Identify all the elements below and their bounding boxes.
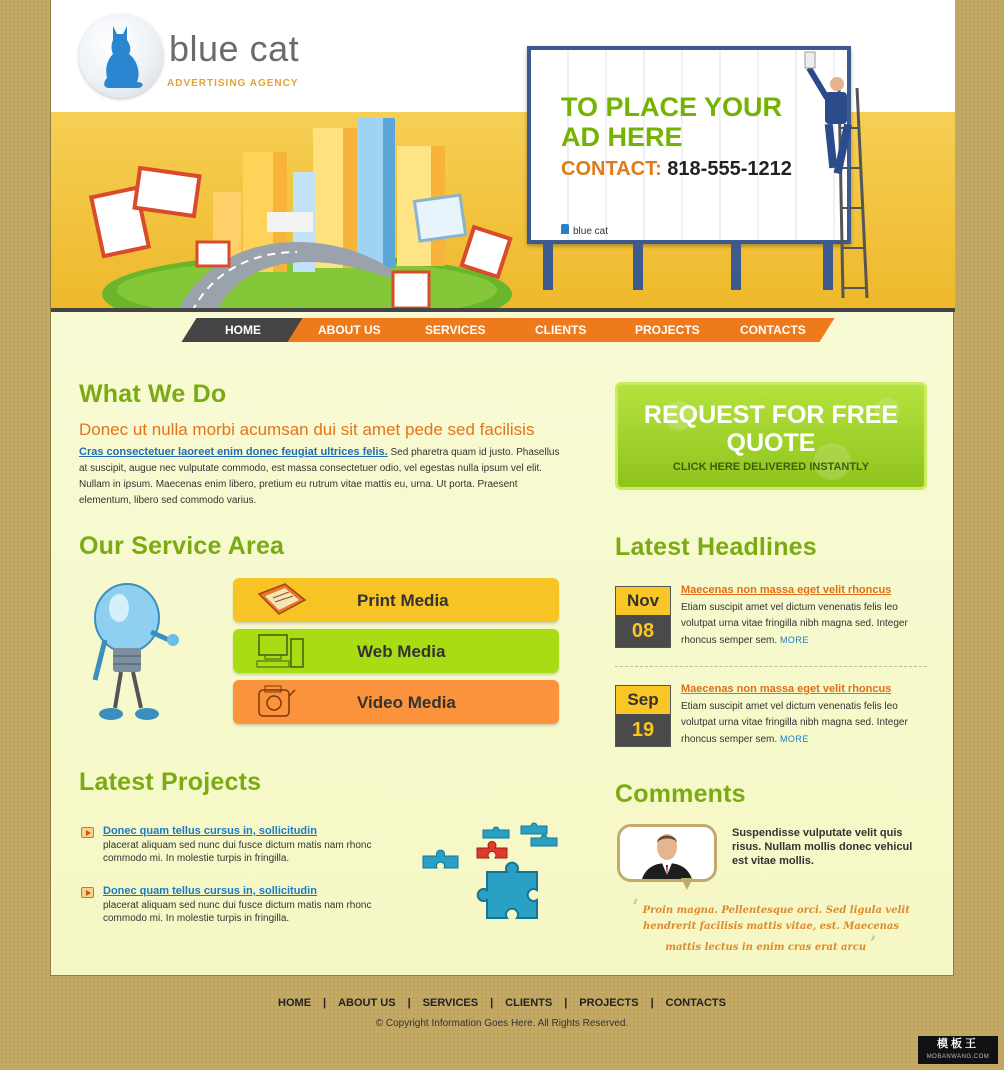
what-we-do-title: What We Do — [79, 380, 227, 408]
quote-subtitle: CLICK HERE DELIVERED INSTANTLY — [672, 461, 870, 473]
service-web-media[interactable] — [233, 629, 559, 673]
date-badge — [615, 586, 671, 648]
footer-link-clients[interactable]: CLIENTS — [505, 997, 553, 1009]
nav-services[interactable] — [394, 318, 517, 342]
footer-link-services[interactable]: SERVICES — [422, 997, 479, 1009]
footer-link-about-us[interactable]: ABOUT US — [338, 997, 396, 1009]
puzzle-pieces-icon — [417, 822, 567, 932]
copyright: © Copyright Information Goes Here. All Rights Reserved. — [375, 1018, 629, 1029]
footer-separator: | — [323, 997, 327, 1009]
nav-clients[interactable] — [500, 318, 623, 342]
what-we-do-lead: Donec ut nulla morbi acumsan dui sit amet pede sed facilisis — [79, 420, 535, 439]
brand-name: blue cat — [169, 28, 300, 69]
billboard-logo-text: blue cat — [573, 226, 609, 237]
nav-home-label: HOME — [225, 323, 261, 337]
speech-tail — [681, 878, 693, 890]
nav-projects[interactable] — [606, 318, 729, 342]
lightbulb-mascot-icon — [91, 580, 201, 730]
nav-services-label: SERVICES — [424, 323, 486, 337]
service-video-media-label: Video Media — [357, 693, 456, 712]
footer-link-home[interactable]: HOME — [278, 997, 312, 1009]
service-print-media[interactable] — [233, 578, 559, 622]
nav-about-us-label: ABOUT US — [317, 323, 381, 337]
billboard-logo — [561, 224, 608, 237]
footer-separator: | — [650, 997, 654, 1009]
computer-icon — [255, 633, 309, 669]
comment-quote — [625, 894, 917, 956]
nav-about-us[interactable] — [288, 318, 411, 342]
divider — [615, 666, 927, 667]
service-web-media-label: Web Media — [357, 642, 446, 661]
date-month: Nov — [616, 587, 670, 615]
billboard-phone: 818-555-1212 — [667, 158, 792, 180]
headline-text — [681, 699, 931, 748]
nav-contacts-label: CONTACTS — [740, 323, 806, 337]
billboard-leg — [731, 244, 741, 290]
close-quote-icon: ’ — [869, 931, 877, 955]
nav-home[interactable] — [182, 318, 305, 342]
more-link[interactable]: MORE — [779, 635, 809, 645]
billboard-contact-label: CONTACT: — [561, 158, 662, 180]
cat-logo-icon — [79, 14, 163, 98]
page-container — [50, 0, 954, 976]
billboard-headline: TO PLACE YOUR AD HERE — [561, 92, 783, 152]
city-illustration — [87, 112, 527, 312]
camera-icon — [255, 684, 309, 720]
footer-separator: | — [564, 997, 568, 1009]
headline-item — [615, 685, 927, 751]
footer-link-projects[interactable]: PROJECTS — [579, 997, 639, 1009]
nav-clients-label: CLIENTS — [535, 323, 587, 337]
comment-text: Suspendisse vulputate velit quis risus. Nullam mollis donec vehicul est vitae mollis. — [732, 827, 913, 867]
what-we-do-text: Sed pharetra quam id justo. Phasellus at suscipit, augue nec vulputate commodo, est massa consectetuer odio, vel egestas nulla ipsum vel elit. Nullam in ipsum. Maecenas enim libero, pretium eu rutrum vitae mattis eu, urna. Ut porta. Praesent elementum, libero sed commodo varius. — [79, 447, 560, 506]
headline-text — [681, 600, 931, 649]
project-title-link[interactable]: Donec quam tellus cursus in, sollicitudin — [103, 825, 317, 837]
watermark-title: 模板王 — [937, 1038, 979, 1050]
headline-item — [615, 586, 927, 652]
date-day: 08 — [616, 615, 670, 647]
person-avatar-icon — [620, 827, 714, 879]
quote-title: REQUEST FOR FREE QUOTE — [643, 401, 899, 457]
what-we-do-link[interactable]: Cras consectetuer laoreet enim donec feugiat ultrices felis. — [79, 446, 388, 458]
arrow-bullet-icon — [81, 827, 94, 838]
comments-title: Comments — [615, 780, 746, 808]
latest-headlines-title: Latest Headlines — [615, 533, 817, 561]
footer-separator: | — [490, 997, 494, 1009]
brand-tagline: ADVERTISING AGENCY — [167, 78, 299, 89]
headline-body: Etiam suscipit amet vel dictum venenatis felis leo volutpat urna vitae fringilla nibh magna sed. Integer rhoncus semper sem. — [681, 602, 908, 646]
project-text: placerat aliquam sed nunc dui fusce dictum matis nam rhonc commodo mi. In molestie turpis in fringilla. — [103, 840, 372, 864]
arrow-bullet-icon — [81, 887, 94, 898]
more-link[interactable]: MORE — [779, 734, 809, 744]
footer-nav — [0, 997, 1004, 1009]
nav-contacts[interactable] — [712, 318, 835, 342]
billboard-leg — [543, 244, 553, 290]
date-badge — [615, 685, 671, 747]
request-quote-button[interactable] — [615, 382, 927, 490]
watermark-url: MOBANWANG.COM — [926, 1054, 990, 1060]
footer-separator: | — [407, 997, 411, 1009]
project-item — [81, 825, 411, 869]
project-text: placerat aliquam sed nunc dui fusce dictum matis nam rhonc commodo mi. In molestie turpis in fringilla. — [103, 900, 372, 924]
open-quote-icon: ‘ — [632, 894, 640, 918]
avatar — [617, 824, 717, 882]
watermark-badge[interactable] — [918, 1036, 998, 1064]
service-print-media-label: Print Media — [357, 591, 449, 610]
date-month: Sep — [616, 686, 670, 714]
date-day: 19 — [616, 714, 670, 746]
footer-link-contacts[interactable]: CONTACTS — [665, 997, 726, 1009]
service-area-title: Our Service Area — [79, 532, 285, 560]
project-title-link[interactable]: Donec quam tellus cursus in, sollicitudin — [103, 885, 317, 897]
what-we-do-body — [79, 444, 569, 509]
project-item — [81, 885, 411, 929]
newspaper-icon — [255, 582, 309, 618]
service-video-media[interactable] — [233, 680, 559, 724]
headline-body: Etiam suscipit amet vel dictum venenatis felis leo volutpat urna vitae fringilla nibh magna sed. Integer rhoncus semper sem. — [681, 701, 908, 745]
nav-projects-label: PROJECTS — [634, 323, 700, 337]
cat-logo-small-icon — [561, 224, 569, 234]
comment-quote-text: Proin magna. Pellentesque orci. Sed ligula velit hendrerit facilisis mattis vitae, est. Maecenas mattis lectus in enim cras erat arcu — [642, 905, 910, 953]
headline-title-link[interactable]: Maecenas non massa eget velit rhoncus — [681, 584, 892, 596]
latest-projects-title: Latest Projects — [79, 768, 262, 796]
billboard-contact — [561, 158, 792, 181]
logo[interactable] — [79, 14, 319, 98]
headline-title-link[interactable]: Maecenas non massa eget velit rhoncus — [681, 683, 892, 695]
billboard-leg — [633, 244, 643, 290]
painter-on-ladder-icon — [803, 48, 883, 308]
